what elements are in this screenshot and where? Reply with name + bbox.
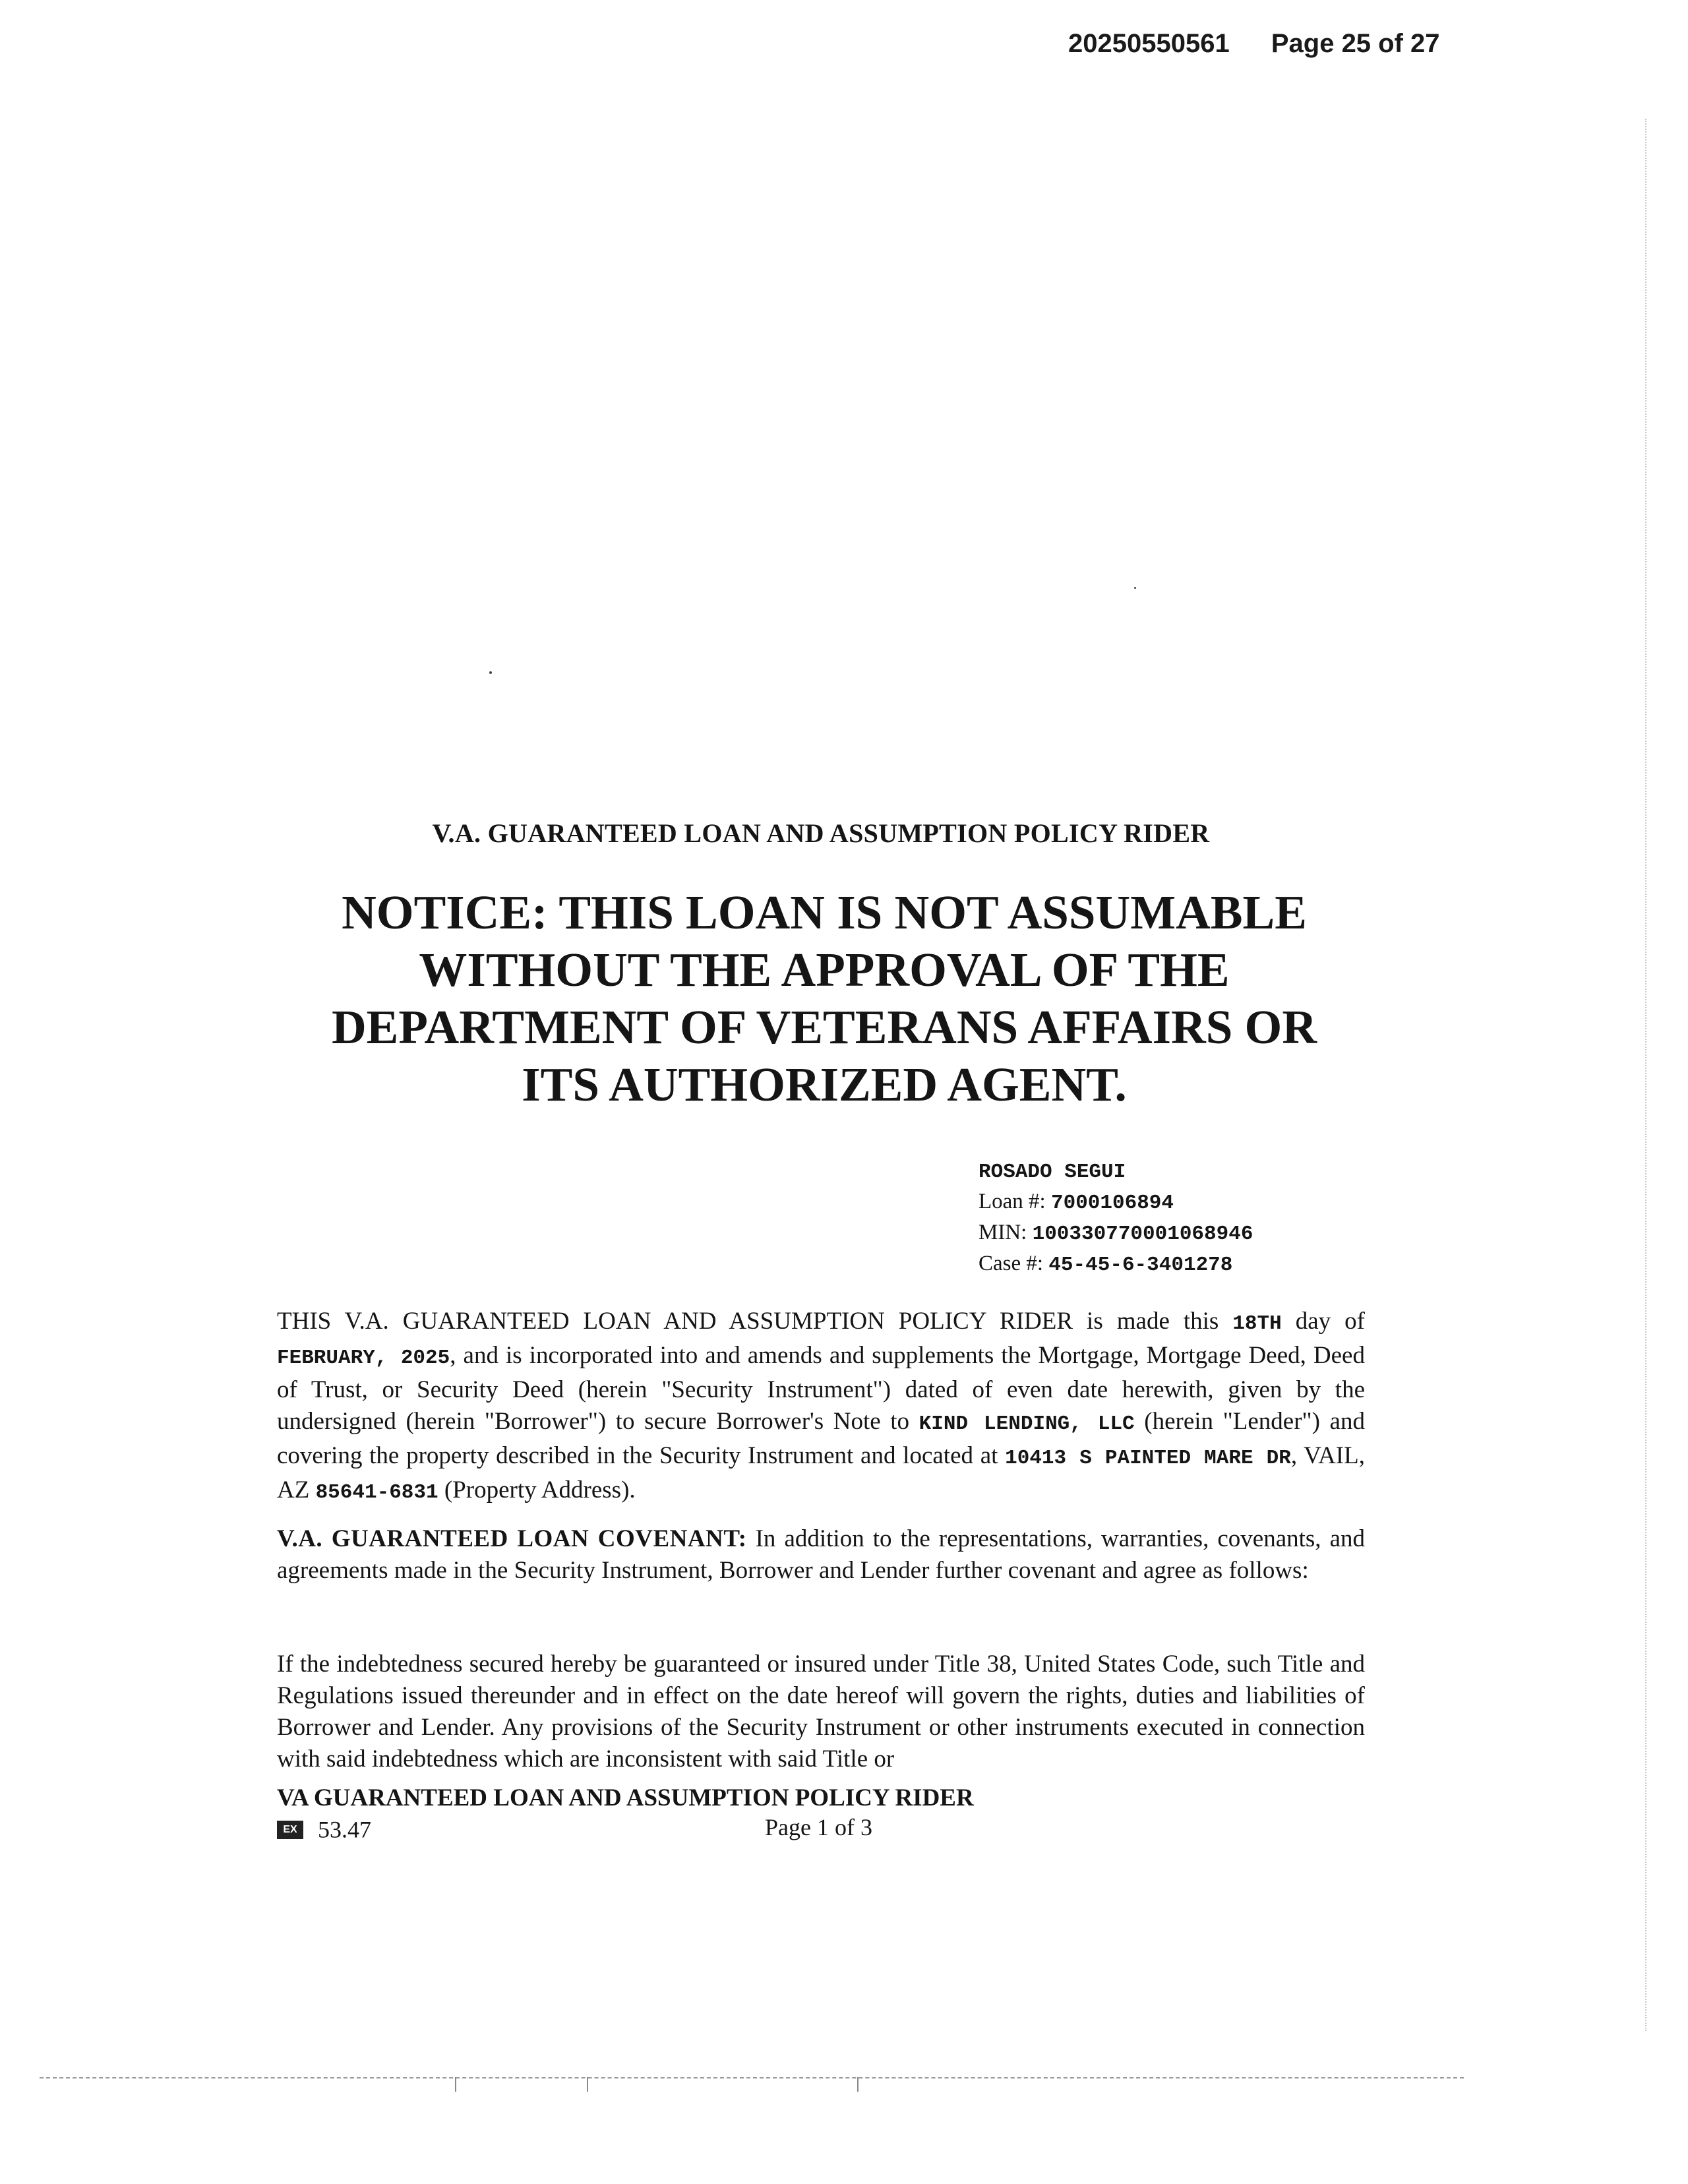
- property-city-state: , VAIL, AZ: [277, 1442, 1365, 1503]
- loan-info-block: [979, 1157, 1401, 1280]
- footer-title: VA GUARANTEED LOAN AND ASSUMPTION POLICY RIDER: [277, 1784, 974, 1811]
- rider-month-year: FEBRUARY, 2025: [277, 1347, 450, 1370]
- covenant-paragraph: [277, 1523, 1365, 1587]
- case-number-label: Case #:: [979, 1252, 1044, 1275]
- form-title: V.A. GUARANTEED LOAN AND ASSUMPTION POLICY RIDER: [432, 818, 1210, 848]
- recording-page-label: Page 25 of 27: [1271, 29, 1440, 58]
- borrower-name: ROSADO SEGUI: [979, 1161, 1126, 1184]
- intro-text-3: , and is incorporated into and amends and supplements the Mortgage, Mortgage Deed, Deed of Trust, or Security Deed (herein "Security Instrument") dated of even date herewith, given by the undersigned (herein "Borrower") to secure Borrower's Note to: [277, 1342, 1365, 1435]
- covenant-label: V.A. GUARANTEED LOAN COVENANT:: [277, 1525, 747, 1552]
- min-label: MIN:: [979, 1221, 1027, 1244]
- scan-tick: [455, 2077, 456, 2092]
- footer-page-number: Page 1 of 3: [765, 1814, 872, 1840]
- min-number: 100330770001068946: [1032, 1223, 1253, 1246]
- scan-tick: [587, 2077, 588, 2092]
- rider-day: 18TH: [1232, 1312, 1282, 1335]
- loan-number-label: Loan #:: [979, 1190, 1046, 1213]
- footer-line: [277, 1813, 936, 1844]
- scan-edge-artifact: [1645, 119, 1646, 2031]
- form-number: 53.47: [318, 1816, 371, 1843]
- intro-text-5: (Property Address).: [438, 1476, 636, 1503]
- recording-number: 20250550561: [1068, 29, 1230, 58]
- title-38-paragraph: If the indebtedness secured hereby be guaranteed or insured under Title 38, United States Code, such Title and Regulations issued thereunder and in effect on the date hereof will govern the rights, duties and liabilities of Borrower and Lender. Any provisions of the Security Instrument or other instruments executed in connection with said indebtedness which are inconsistent with said Title or: [277, 1651, 1365, 1773]
- lender-name: KIND LENDING, LLC: [919, 1412, 1135, 1436]
- property-zip: 85641-6831: [315, 1481, 438, 1504]
- scan-bottom-artifact: [40, 2077, 1464, 2078]
- recording-header: [1068, 29, 1490, 59]
- intro-text-1: THIS V.A. GUARANTEED LOAN AND ASSUMPTION POLICY RIDER is made this: [277, 1308, 1233, 1335]
- intro-text-2: day of: [1281, 1308, 1365, 1335]
- case-number-line: [979, 1249, 1401, 1280]
- intro-text-4: (herein "Lender") and covering the property described in the Security Instrument and located at: [277, 1408, 1365, 1469]
- case-number: 45-45-6-3401278: [1048, 1254, 1233, 1277]
- scan-speck: [1134, 587, 1136, 589]
- scan-tick: [857, 2077, 859, 2092]
- intro-paragraph: [277, 1306, 1365, 1509]
- loan-number-line: [979, 1187, 1401, 1218]
- loan-number: 7000106894: [1050, 1192, 1174, 1215]
- min-line: [979, 1218, 1401, 1249]
- property-street: 10413 S PAINTED MARE DR: [1005, 1447, 1291, 1470]
- covenant-text: In addition to the representations, warranties, covenants, and agreements made in the Security Instrument, Borrower and Lender further covenant and agree as follows:: [277, 1525, 1365, 1584]
- notice-heading: NOTICE: THIS LOAN IS NOT ASSUMABLE WITHOUT THE APPROVAL OF THE DEPARTMENT OF VETERANS AFFAIRS OR ITS AUTHORIZED AGENT.: [331, 886, 1317, 1111]
- form-ex-icon: EX: [277, 1821, 303, 1839]
- scan-speck: [489, 671, 492, 674]
